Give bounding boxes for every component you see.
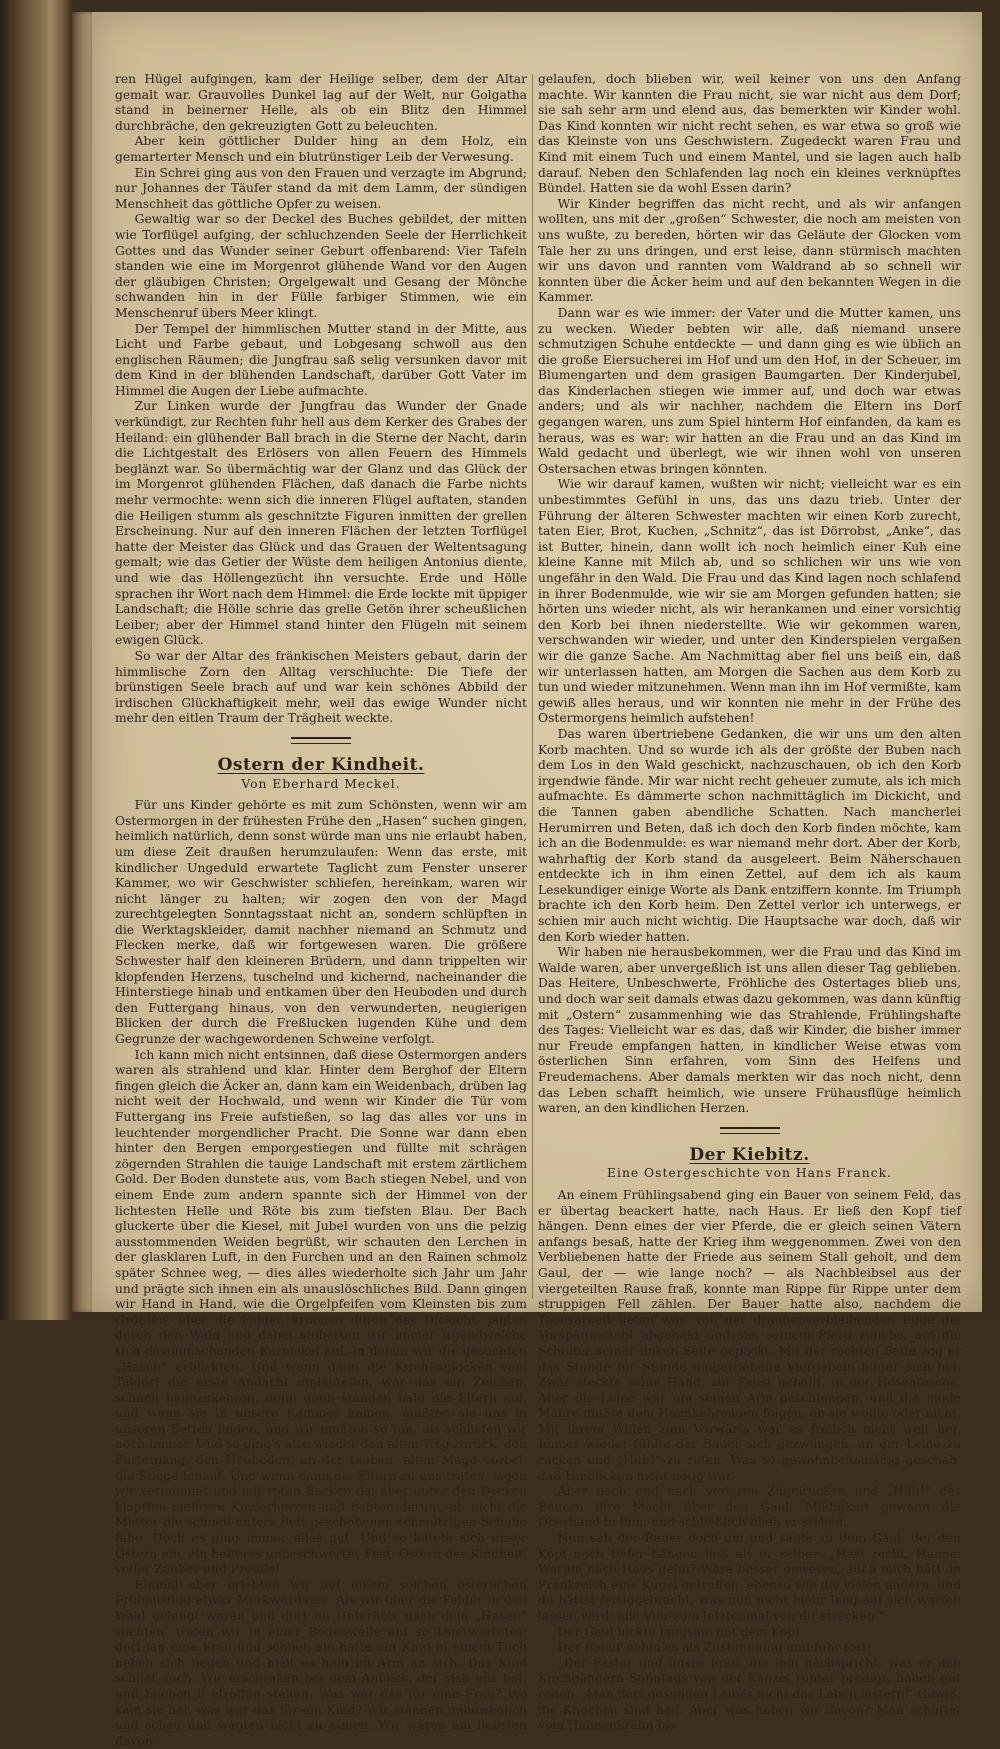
article2-paragraph: Wie wir darauf kamen, wußten wir nicht; vielleicht war es ein unbestimmtes Gefühl in uns, das uns dazu trieb. Unter der Führung der älteren Schwester machten wir einen Korb zurecht, taten Eier, Brot, Kuchen, „Schnitz“, das ist Dörrobst, „Anke“, das ist Butter, hinein, dann wollt ich noch heimlich einer Kuh eine kleine Kanne mit Milch ab, und so schlichen wir uns wie von ungefähr in den Wald. Die Frau und das Kind lagen noch schlafend in ihrer Bodenmulde, wie wir sie am Morgen gefunden hatten; sie hörten uns wieder nicht, als wir herankamen und einer vorsichtig den Korb bei ihnen niederstellte. Wie wir gekommen waren, verschwanden wir wieder, und unter den Kinderspielen vergaßen wir die ganze Sache. Am Nachmittag aber fiel uns beiß ein, daß wir unterlassen hatten, am Morgen die Sachen aus dem Korb zu tun und wieder mitzunehmen. Wenn man ihn im Hof vermißte, kam gewiß alles heraus, und wir konnten nie mehr in der Frühe des Ostermorgens heimlich aufstehen!	[538, 477, 961, 726]
article3-paragraph: Nun sah der Bauer doch um und sagte zu dem Gaul, der den Kopf noch tiefer hängen ließ als er selber: „Hast recht, Hanne. Warum nach Haus gehn? Wäre besser gewesen, auch mich hätt' in Frankreich eine Kugel getroffen, ebenso wie die vielen andern, und du hättst fertiggebracht, was nun nicht mehr lang auf sich warten lassen wird: alle Vier zum letztenmal von dir strecken.“	[538, 1531, 961, 1623]
article2-paragraph: Wir haben nie herausbekommen, wer die Frau und das Kind im Walde waren, aber unvergeßlich ist uns allen dieser Tag geblieben. Das Heitere, Unbeschwerte, Fröhliche des Ostertages blieb uns, und doch war seit damals etwas dazu gekommen, was dann künftig mit „Ostern“ zusammenhing wie das Strahlende, Frühlingshafte des Tages: Vielleicht war es das, daß wir Kinder, die bisher immer nur Freude empfangen hatten, in kindlicher Weise etwas vom österlichen Sinn erfahren, vom Sinn des Helfens und Freudemachens. Aber damals merkten wir das noch nicht, denn das Leben schafft heimlich, wie unsere Frühausflüge heimlich waren, an den kindlichen Herzen.	[538, 945, 961, 1116]
book-binding-edge	[72, 12, 94, 1312]
article2-paragraph: Wir Kinder begriffen das nicht recht, und als wir anfangen wollten, uns mit der „großen“ Schwester, die noch am meisten von uns wußte, zu bereden, hörten wir das Geläute der Glocken vom Tale her zu uns dringen, und erst leise, dann stürmisch machten wir uns davon und rannten vom Waldrand ab so schnell wir konnten über die Äcker heim und auf den bekannten Wegen in die Kammer.	[538, 196, 961, 305]
article1-paragraph: ren Hügel aufgingen, kam der Heilige selber, dem der Altar gemalt war. Grauvolles Dunkel lag auf der Welt, nur Golgatha stand in beinerner Helle, als ob ein Blitz den Himmel durchbräche, den gekreuzigten Gott zu beleuchten.	[115, 72, 527, 133]
right-column	[538, 72, 961, 1733]
article2-paragraph: gelaufen, doch blieben wir, weil keiner von uns den Anfang machte. Wir kannten die Frau nicht, sie war nicht aus dem Dorf; sie sah sehr arm und elend aus, das bemerkten wir Kinder wohl. Das Kind konnten wir nicht recht sehen, es war etwa so groß wie das Kleinste von uns Geschwistern. Zugedeckt waren Frau und Kind mit einem Tuch und einem Mantel, und sie lagen auch halb darauf. Neben den Schlafenden lag noch ein kleines verknüpftes Bündel. Hatten sie da wohl Essen darin?	[538, 72, 961, 196]
article3-paragraph: Der Bauer nahm es als Zustimmung und fuhr fort:	[557, 1640, 871, 1655]
article2-paragraph: Für uns Kinder gehörte es mit zum Schönsten, wenn wir am Ostermorgen in der frühesten Frühe den „Hasen“ suchen gingen, heimlich natürlich, denn sonst würde man uns nie erlaubt haben, um diese Zeit draußen herumzulaufen: Wenn das erste, mit kindlicher Ungeduld erwartete Taglicht zum Fenster unserer Kammer, wo wir Geschwister schliefen, hereinkam, waren wir nicht länger zu halten; wir zogen den von der Magd zurechtgelegten Sonntagsstaat nicht an, sondern schlüpften in die Werktagskleider, damit nachher niemand an Schmutz und Flecken merke, daß wir fortgewesen waren. Die größere Schwester half den kleineren Brüdern, und dann trippelten wir klopfenden Herzens, tuschelnd und kichernd, nacheinander die Hinterstiege hinab und entkamen über den Heuboden und durch den Futtergang hinaus, von den verwunderten, neugierigen Blicken der durch die Freßlucken lugenden Kühe und dem Gegrunze der wachgewordenen Schweine verfolgt.	[115, 798, 527, 1047]
article2-paragraph: Das waren übertriebene Gedanken, die wir uns um den alten Korb machten. Und so wurde ich als der größte der Buben nach dem Los in den Wald geschickt, nachzuschauen, ob ich den Korb irgendwie fände. Mir war nicht recht geheuer zumute, als ich mich aufmachte. Es dämmerte schon nachmittäglich im Dickicht, und die Tannen gaben abendliche Schatten. Nach mancherlei Herumirren und Beten, daß ich doch den Korb finden möchte, kam ich an die Bodenmulde: es war niemand mehr dort. Aber der Korb, wahrhaftig der Korb stand da ausgeleert. Beim Näherschauen entdeckte ich in ihm einen Zettel, auf dem ich als kaum Lesekundiger einige Worte als Dank entziffern konnte. Im Triumph brachte ich den Korb heim. Den Zettel verlor ich unterwegs, er schien mir auch nicht wichtig. Die Hauptsache war doch, daß wir den Korb wieder hatten.	[538, 726, 961, 944]
article1-paragraph: Zur Linken wurde der Jungfrau das Wunder der Gnade verkündigt, zur Rechten fuhr hell aus dem Kerker des Grabes der Heiland: ein glühender Ball brach in die Sterne der Nacht, darin die Lichtgestalt des Erlösers von allen Feuern des Himmels beglänzt war. So übermächtig war der Glanz und das Glück der im Morgenrot glühenden Flächen, daß danach die Farbe nichts mehr vermochte: wenn sich die inneren Flügel auftaten, standen die Heiligen stumm als geschnitzte Figuren inmitten der grellen Erscheinung. Nur auf den inneren Flächen der letzten Torflügel hatte der Meister das Glück und das Grauen der Weltentsagung gemalt; wie das Getier der Wüste dem heiligen Antonius diente, und wie das Höllengezücht ihn versuchte. Erde und Hölle sprachen ihr Wort nach dem Himmel: die Erde lockte mit üppiger Landschaft; die Hölle schrie das grelle Getön ihrer scheußlichen Leiber; aber der Himmel stand hinter den Flügeln mit seinem ewigen Glück.	[115, 399, 527, 648]
article1-paragraph: Gewaltig war so der Deckel des Buches gebildet, der mitten wie Torflügel aufging, der schluchzenden Seele der Herrlichkeit Gottes und das Wunder seiner Geburt offenbarend: Vier Tafeln standen wie eine im Morgenrot glühende Wand vor den Augen der gläubigen Christen; Orgelgewalt und Gesang der Mönche schwanden hin in der Fülle farbiger Stimmen, wie ein Menschenruf übers Meer klingt.	[115, 212, 527, 320]
article2-title: Ostern der Kindheit.	[217, 754, 425, 775]
article3-paragraph: Aber nach und nach verloren Zügelrucken und „Hüh!“ des Bauern ihre Macht über den Gaul. Müdigkeit gewann die Oberhand in ihm, und schließlich blieb er stehen.	[538, 1484, 961, 1530]
article3-title: Der Kiebitz.	[689, 1144, 810, 1165]
newspaper-page	[92, 12, 982, 1748]
article3-paragraph: An einem Frühlingsabend ging ein Bauer von seinem Feld, das er übertag beackert hatte, nach Haus. Er ließ den Kopf tief hängen. Denn eines der vier Pferde, die er gleich seinen Vätern anfangs besaß, hatte der Krieg ihm weggenommen. Zwei von den Verbliebenen hatte der Friede aus seinem Stall geholt, und dem Gaul, der — wie lange noch? — als Nachbleibsel aus der viergeteilten Rause fraß, konnte man Rippe für Rippe unter dem struppigen Fell zählen. Der Bauer hatte also, nachdem die Tagesarbeit getan war, von der draußenverbleibenden Egge die Vorspannwacht abgehakt und sie, seinem Pferd zuliebe, auf die Schulter seiner linken Seite gepackt. Mit der rechten Seite zog er das Stunde für Stunde umgetriebene Viergebein hinter sich her. Zwar steckte seine Hand, zur Faust geballt, in der Hosentasche. Aber die Leine war um seinen Arm geschlungen, und die müde Mähre mußte dem Heimkehrenden folgen, ob sie wollte oder nicht. Mit ihrem Willen zum Vorwärts war es freilich nicht weit her. Immer wieder fühlte der Bauer sich gezwungen, an der Leine zu rucken und „Hüh!“ zu rufen. Was so gewohnheitsmäßig geschah, daß Umblicken nicht nötig war.	[538, 1187, 961, 1483]
article2-paragraph: Ich kann mich nicht entsinnen, daß diese Ostermorgen anders waren als strahlend und klar. Hinter dem Berghof der Eltern fingen gleich die Äcker an, dann kam ein Weidenbach, drüben lag nicht weit der Hochwald, und wenn wir Kinder die Tür vom Futtergang ins Freie aufstießen, so lag das alles vor uns in leuchtender morgendlicher Pracht. Die Sonne war dann eben hinter den Bergen emporgestiegen und füllte mit schrägen zögernden Strahlen die tauige Landschaft mit erstem zärtlichem Gold. Der Boden dunstete aus, vom Bach stiegen Nebel, und von einem Ende zum andern spannte sich der Himmel von der lichtesten Helle und Röte bis zum tiefsten Blau. Der Bach gluckerte über die Kiesel, mit Jubel wurden von uns die pelzig ausstommenden Weiden begrüßt, wir schauten den Lerchen in der glasklaren Luft, in den Furchen und an den Rainen schmolz später Schnee weg, — dies alles wiederholte sich Jahr um Jahr und prägte sich ihnen ein als unauslöschliches Bild. Dann gingen wir Hand in Hand, wie die Orgelpfeifen vom Kleinsten bis zum Größten, über die Felder, krochen durch das Dickicht, jagten durch den Wald und dabei stöberten wir immer irgendwelche sich davonmachenden Karnickel auf, in denen wir die gesuchten „Hasen“ erblickten. Und wenn dann die Kirchenglocken vom Taldorf die erste Andacht einläuteten, war das ein Zeichen, schnell heimzukehren, denn dann standen bald die Eltern auf, und wenn sie in unsere Kammer kamen, mußten sie uns in unseren Betten finden, und wir mußten so tun, als schliefen wir noch immer. Und so ging's also wieder den alten Weg zurück, den Futtergang, den Heuboden, an der tauben, alten Magd vorbei, die Stiege hinauf. Und wenn dann die Eltern zu uns traten, lagen wir vermummt und mit roten Backen da, aber unter den Decken klopften mehrere Kinderherzen und bebten darum, ob nicht die Mutter die schnell unters Bett geschobenen schmutzigen Schuhe fähe. Doch es ging immer alles gut. Und so leitete sich unser Ostern ein, ein heiteres unbeschwertes Fest: Ostern der Kindheit, voller Zauber und Freude!	[115, 1047, 527, 1577]
article1-paragraph: So war der Altar des fränkischen Meisters gebaut, darin der himmlische Zorn den Alltag verschluchte: Die Tiefe der brünstigen Seele brach auf und war kein schönes Abbild der irdischen Glückhaftigkeit mehr, weil das ewige Wunder nicht mehr den eitlen Traum der Trägheit weckte.	[115, 648, 527, 726]
article2-paragraph: Dann war es wie immer: der Vater und die Mutter kamen, uns zu wecken. Wieder bebten wir alle, daß niemand unsere schmutzigen Schuhe entdeckte — und dann ging es wie üblich an die große Eiersucherei im Hof und um den Hof, in der Scheuer, im Blumengarten und dem grasigen Baumgarten. Der Kinderjubel, das Kinderlachen stiegen wie immer auf, und doch war etwas anders; und als wir nachher, nachdem die Eltern ins Dorf gegangen waren, uns zum Spiel hinterm Hof einfanden, da kam es heraus, was es war: wir hatten an die Frau und an das Kind im Wald gedacht und überlegt, wie wir ihnen wohl von unseren Ostersachen etwas bringen könnten.	[538, 305, 961, 476]
left-column	[115, 72, 527, 1748]
article2-byline: Von Eberhard Meckel.	[241, 776, 401, 791]
article1-paragraph: Der Tempel der himmlischen Mutter stand in der Mitte, aus Licht und Farbe gebaut, und Lobgesang schwoll aus den englischen Räumen; die Jungfrau saß selig versunken davor mit dem Kind in der blühenden Landschaft, darüber Gott Vater im Himmel die Augen der Liebe aufmachte.	[115, 321, 527, 398]
article1-paragraph: Ein Schrei ging aus von den Frauen und verzagte im Abgrund; nur Johannes der Täufer stand da mit dem Lamm, der sündigen Menschheit das göttliche Opfer zu weisen.	[115, 165, 527, 211]
column-divider	[532, 74, 533, 1299]
article3-byline: Eine Ostergeschichte von Hans Franck.	[607, 1166, 892, 1181]
article2-paragraph: Einmal aber erlebten wir auf einem solchen österlichen Frühausflug etwas Merkwürdiges. Als wir über die Felder in den Wald gelangt waren und dort im Unterholz nach dem „Hasen“ suchten, trafen wir in einer Bodenwelle auf so Unerwartetes: dort lag eine Frau und schlief; sie hatte ein Kind in einem Tuch neben sich liegen und hielt es halb im Arm an sich. Das Kind schlief auch. Wir erschraken bei dem Anblick, der sich uns bot, und blieben b etroffen stehen. Was war das für eine Frau? Wo kam sie her, was war das für ein Kind? Wir standen unbeweglich und scheu und wagten nicht zu atmen. Wir wären am liebsten davon-	[115, 1577, 527, 1748]
section-divider	[720, 1127, 780, 1134]
article3-paragraph: „Der Pastor und unsre Frau, die ihm nachspricht, was er den Kirchgängern Sonntags von der Kanzel runter predigt, haben gut reden. ‚Man darf gesunden Leibes nicht das Leben lästern!‘ Gewiß, die Knochen sind heil. Aber was haben wir davon? Man schuftet vom Hahnenkrähn bis	[538, 1655, 961, 1733]
section-divider	[291, 737, 351, 744]
article1-paragraph: Aber kein göttlicher Dulder hing an dem Holz, ein gemarterter Mensch und ein blutrünstiger Leib der Verwesung.	[115, 134, 527, 164]
article3-paragraph: Der Gaul nickte langsam mit dem Kopf.	[557, 1624, 804, 1639]
